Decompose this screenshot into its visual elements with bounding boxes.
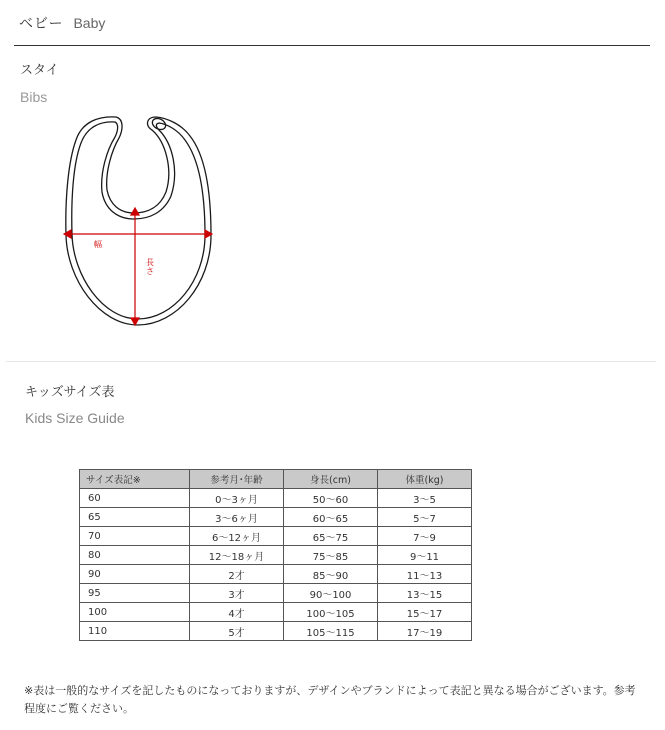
cell-age: 6～12ヶ月 [190,527,284,546]
col-header-weight: 体重(kg) [378,470,472,489]
category-title [19,13,105,33]
length-arrow-head-top [131,208,139,215]
table-row [80,603,472,622]
cell-size: 65 [80,508,190,527]
col-header-size: サイズ表記※ [80,470,190,489]
cell-height: 100～105 [284,603,378,622]
cell-height: 75～85 [284,546,378,565]
cell-weight: 5～7 [378,508,472,527]
cell-height: 85～90 [284,565,378,584]
bib-diagram [60,110,220,330]
cell-height: 65～75 [284,527,378,546]
cell-height: 105～115 [284,622,378,641]
size-guide-title-jp: キッズサイズ表 [25,385,115,400]
cell-weight: 3～5 [378,489,472,508]
size-guide-title-en: Kids Size Guide [25,410,125,426]
cell-weight: 7～9 [378,527,472,546]
table-row [80,546,472,565]
cell-height: 90～100 [284,584,378,603]
table-row [80,527,472,546]
length-label-2: さ [146,267,154,276]
bib-inner-outline [72,122,205,319]
length-arrow-head-bottom [131,318,139,325]
cell-age: 3～6ヶ月 [190,508,284,527]
divider [14,45,650,46]
cell-size: 95 [80,584,190,603]
cell-weight: 11～13 [378,565,472,584]
cell-age: 12～18ヶ月 [190,546,284,565]
item-title-jp: スタイ [20,63,59,78]
category-title-jp: ベビー [19,16,64,32]
width-arrow-head-left [64,230,71,238]
cell-size: 70 [80,527,190,546]
length-label-1: 長 [146,258,154,267]
col-header-height: 身長(cm) [284,470,378,489]
table-row [80,508,472,527]
cell-age: 2才 [190,565,284,584]
category-title-en: Baby [73,15,106,31]
cell-size: 90 [80,565,190,584]
cell-height: 60～65 [284,508,378,527]
length-label [146,258,157,276]
cell-height: 50～60 [284,489,378,508]
cell-age: 5才 [190,622,284,641]
cell-weight: 13～15 [378,584,472,603]
cell-size: 80 [80,546,190,565]
table-row [80,622,472,641]
table-row [80,489,472,508]
cell-size: 110 [80,622,190,641]
cell-weight: 9～11 [378,546,472,565]
size-note: ※表は一般的なサイズを記したものになっておりますが、デザインやブランドによって表記と異なる場合がございます。参考程度にご覧ください。 [24,684,636,715]
size-table [79,469,472,641]
cell-weight: 17～19 [378,622,472,641]
col-header-age: 参考月･年齢 [190,470,284,489]
bib-outer-outline [66,117,211,325]
cell-age: 3才 [190,584,284,603]
cell-age: 0～3ヶ月 [190,489,284,508]
cell-age: 4才 [190,603,284,622]
section-divider [6,361,656,362]
table-header-row [80,470,472,489]
item-title-en: Bibs [20,89,48,105]
table-row [80,584,472,603]
table-row [80,565,472,584]
cell-size: 100 [80,603,190,622]
cell-size: 60 [80,489,190,508]
cell-weight: 15～17 [378,603,472,622]
width-label: 幅 [94,240,102,249]
